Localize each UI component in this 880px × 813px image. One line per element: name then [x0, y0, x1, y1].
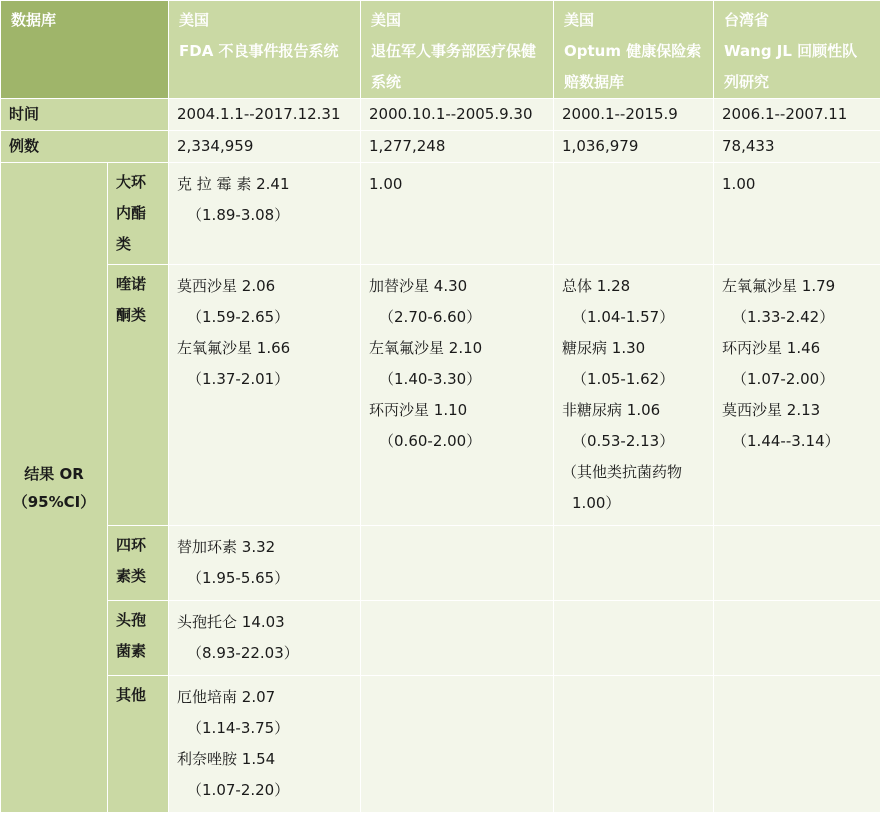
- or-value: 环丙沙星 1.10: [369, 395, 545, 426]
- or-value: 1.00: [722, 169, 872, 200]
- confidence-interval: （1.07-2.00）: [722, 364, 872, 395]
- result-cell: [714, 601, 880, 676]
- result-cell: [554, 676, 714, 813]
- or-value: 莫西沙星 2.13: [722, 395, 872, 426]
- confidence-interval: （1.33-2.42）: [722, 302, 872, 333]
- result-cell: [554, 601, 714, 676]
- header-db-name: 退伍军人事务部医疗保健系统: [371, 36, 543, 98]
- cases-value: 1,036,979: [554, 131, 713, 162]
- or-value: 1.00: [369, 169, 545, 200]
- or-value: 加替沙星 4.30: [369, 271, 545, 302]
- confidence-interval: （1.44--3.14）: [722, 426, 872, 457]
- confidence-interval: （1.05-1.62）: [562, 364, 705, 395]
- confidence-interval: （1.95-5.65）: [177, 563, 352, 594]
- drug-class-label: 喹诺酮类: [108, 265, 168, 335]
- or-value: 克 拉 霉 素 2.41: [177, 169, 352, 200]
- confidence-interval: （1.40-3.30）: [369, 364, 545, 395]
- time-label-cell: [1, 99, 169, 131]
- time-row: [1, 99, 880, 131]
- confidence-interval: （8.93-22.03）: [177, 638, 352, 669]
- drug-class-label-cell: [108, 265, 169, 526]
- results-body: [1, 163, 880, 813]
- drug-class-label: 四环素类: [108, 526, 168, 596]
- result-cell: [554, 526, 714, 601]
- time-value: 2006.1--2007.11: [714, 99, 880, 130]
- or-value: 左氧氟沙星 1.79: [722, 271, 872, 302]
- result-cell: [361, 265, 554, 526]
- result-cell: [714, 163, 880, 265]
- result-cell: [169, 526, 361, 601]
- result-cell: [714, 526, 880, 601]
- cases-label-cell: [1, 131, 169, 163]
- result-cell: [361, 163, 554, 265]
- header-region: 美国: [179, 5, 350, 36]
- confidence-interval: （1.89-3.08）: [177, 200, 352, 231]
- result-label-cell: [1, 163, 108, 813]
- result-group-row: [1, 676, 880, 813]
- or-value: 糖尿病 1.30: [562, 333, 705, 364]
- time-value: 2000.1--2015.9: [554, 99, 713, 130]
- header-db-name: Wang JL 回顾性队列研究: [724, 36, 870, 98]
- or-value: 头孢托仑 14.03: [177, 607, 352, 638]
- confidence-interval: （1.04-1.57）: [562, 302, 705, 333]
- header-col-3: [554, 1, 714, 99]
- drug-class-label-cell: [108, 526, 169, 601]
- drug-class-label: 其他: [108, 676, 168, 715]
- result-cell: [361, 526, 554, 601]
- result-cell: [169, 676, 361, 813]
- result-group-row: [1, 163, 880, 265]
- or-value: 厄他培南 2.07: [177, 682, 352, 713]
- or-value: 环丙沙星 1.46: [722, 333, 872, 364]
- result-group-row: [1, 265, 880, 526]
- header-row: [1, 1, 880, 99]
- result-label: 结果 OR: [7, 460, 101, 488]
- confidence-interval: （2.70-6.60）: [369, 302, 545, 333]
- cases-value: 1,277,248: [361, 131, 553, 162]
- header-col-2: [361, 1, 554, 99]
- header-region: 美国: [371, 5, 543, 36]
- header-label: 数据库: [1, 1, 168, 36]
- header-region: 台湾省: [724, 5, 870, 36]
- drug-class-label-cell: [108, 163, 169, 265]
- or-value: 非糖尿病 1.06: [562, 395, 705, 426]
- result-group-row: [1, 526, 880, 601]
- confidence-interval: （0.60-2.00）: [369, 426, 545, 457]
- header-col-1: [169, 1, 361, 99]
- confidence-interval: （1.14-3.75）: [177, 713, 352, 744]
- cases-value: 2,334,959: [169, 131, 360, 162]
- header-db-name: FDA 不良事件报告系统: [179, 36, 350, 67]
- or-value: 左氧氟沙星 2.10: [369, 333, 545, 364]
- confidence-interval: （1.07-2.20）: [177, 775, 352, 806]
- result-cell: [714, 676, 880, 813]
- header-col-4: [714, 1, 880, 99]
- header-label-cell: [1, 1, 169, 99]
- result-cell: [169, 163, 361, 265]
- or-value: 利奈唑胺 1.54: [177, 744, 352, 775]
- result-cell: [554, 163, 714, 265]
- or-value: 替加环素 3.32: [177, 532, 352, 563]
- result-group-row: [1, 601, 880, 676]
- drug-class-label: 大环内酯类: [108, 163, 168, 264]
- or-value: 莫西沙星 2.06: [177, 271, 352, 302]
- result-cell: [361, 676, 554, 813]
- or-value: （其他类抗菌药物: [562, 457, 705, 488]
- cases-row: [1, 131, 880, 163]
- drug-class-label: 头孢菌素: [108, 601, 168, 671]
- header-region: 美国: [564, 5, 703, 36]
- time-value: 2004.1.1--2017.12.31: [169, 99, 360, 130]
- confidence-interval: （0.53-2.13）: [562, 426, 705, 457]
- confidence-interval: （1.59-2.65）: [177, 302, 352, 333]
- result-cell: [361, 601, 554, 676]
- time-label: 时间: [1, 99, 168, 130]
- cases-label: 例数: [1, 131, 168, 162]
- or-value: 左氧氟沙星 1.66: [177, 333, 352, 364]
- result-cell: [554, 265, 714, 526]
- result-cell: [169, 265, 361, 526]
- drug-class-label-cell: [108, 601, 169, 676]
- time-value: 2000.10.1--2005.9.30: [361, 99, 553, 130]
- confidence-interval: 1.00）: [562, 488, 705, 519]
- cases-value: 78,433: [714, 131, 880, 162]
- confidence-interval: （1.37-2.01）: [177, 364, 352, 395]
- result-cell: [714, 265, 880, 526]
- or-value: 总体 1.28: [562, 271, 705, 302]
- result-cell: [169, 601, 361, 676]
- header-db-name: Optum 健康保险索赔数据库: [564, 36, 703, 98]
- drug-class-label-cell: [108, 676, 169, 813]
- result-sublabel: （95%CI）: [7, 488, 101, 516]
